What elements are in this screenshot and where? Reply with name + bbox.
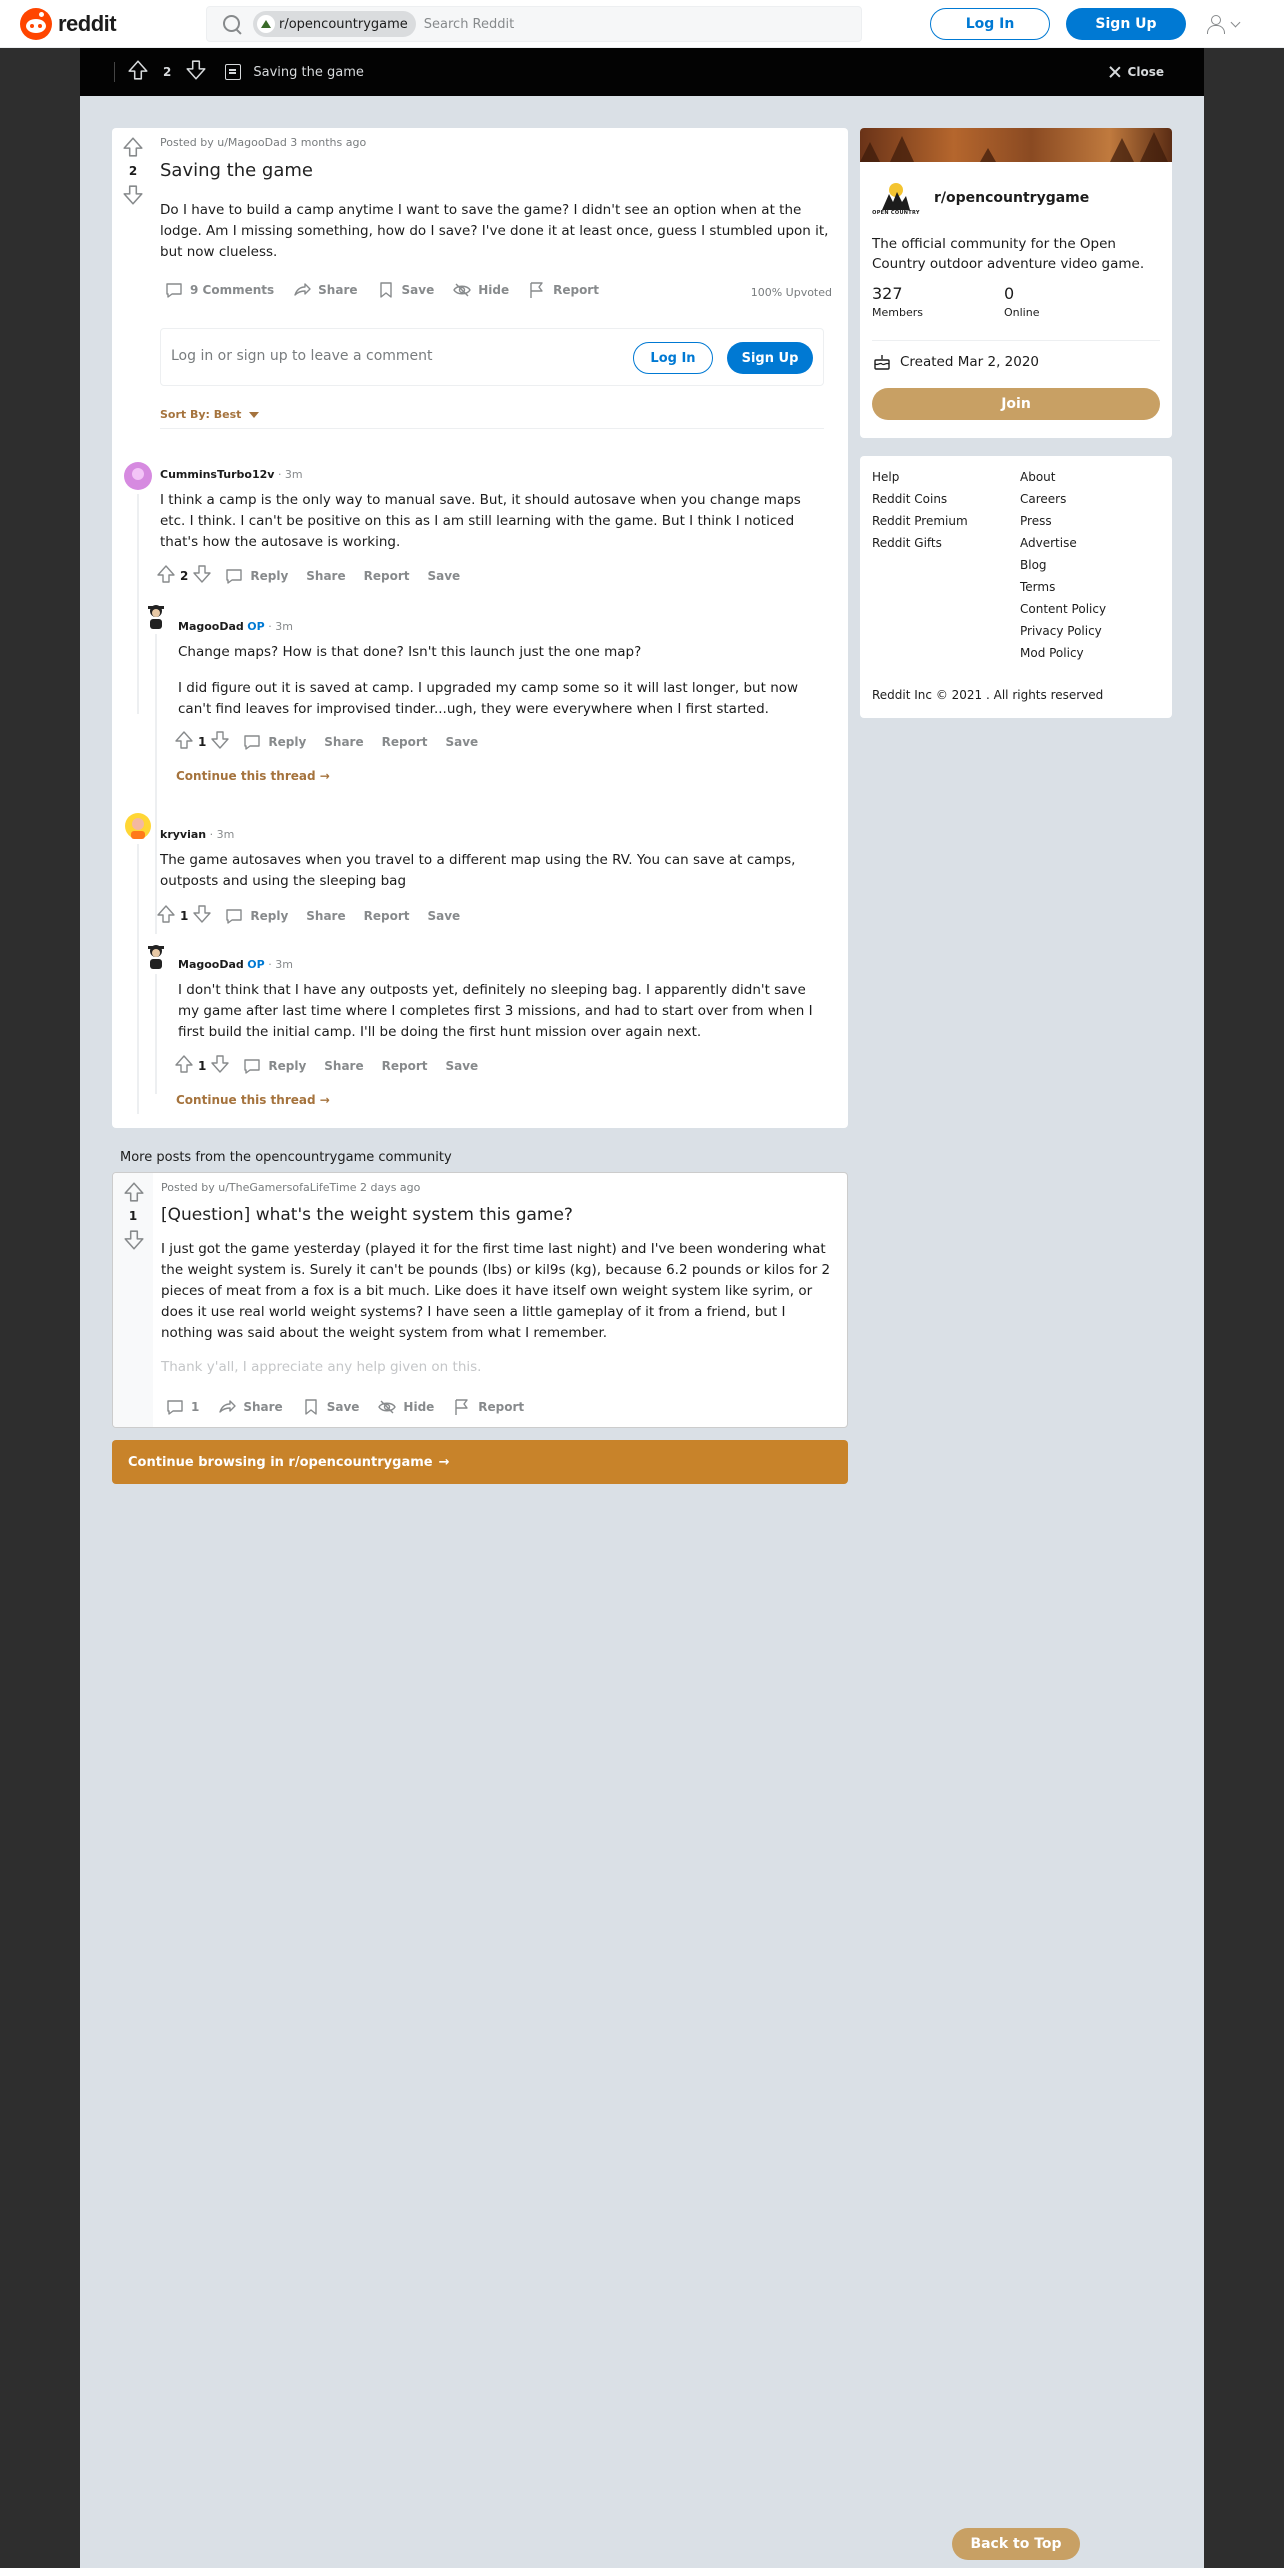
created-row xyxy=(872,352,1039,372)
subreddit-icon xyxy=(257,15,275,33)
bookmark-icon xyxy=(301,1397,321,1417)
post-doc-icon xyxy=(225,64,241,80)
reply-button[interactable]: Reply xyxy=(250,568,289,583)
footer-link-mod-policy[interactable]: Mod Policy xyxy=(1020,646,1084,660)
upvote-icon[interactable] xyxy=(127,59,149,85)
save-button[interactable]: Save xyxy=(445,734,479,749)
community-banner xyxy=(860,128,1172,162)
report-label: Report xyxy=(478,1400,525,1414)
downvote-icon[interactable] xyxy=(192,564,212,587)
comment-header xyxy=(178,958,293,971)
upvote-icon[interactable] xyxy=(123,1181,145,1207)
comment-vote-count: 2 xyxy=(180,568,189,583)
top-header xyxy=(0,0,1284,48)
footer-link-content-policy[interactable]: Content Policy xyxy=(1020,602,1107,616)
related-post-card[interactable] xyxy=(112,1172,848,1428)
subreddit-chip-label: r/opencountrygame xyxy=(279,16,408,32)
comment-body: I think a camp is the only way to manual save. But, it should autosave when you change maps etc. I think. I can't be positive on this as I am still learning with the game. But I think I noticed that's how the autosave is working. xyxy=(160,492,801,550)
community-description: The official community for the Open Country outdoor adventure video game. xyxy=(872,236,1145,272)
footer-link-terms[interactable]: Terms xyxy=(1020,580,1056,594)
comment-time: · 3m xyxy=(277,468,303,481)
hide-label: Hide xyxy=(403,1400,435,1414)
related-post-title[interactable]: [Question] what's the weight system this game? xyxy=(161,1205,573,1225)
close-icon xyxy=(1108,65,1122,79)
cake-icon xyxy=(872,352,892,372)
hide-button[interactable] xyxy=(377,1397,434,1417)
divider xyxy=(872,340,1160,341)
user-menu[interactable] xyxy=(1206,12,1246,36)
share-label: Share xyxy=(243,1400,283,1414)
report-button[interactable] xyxy=(527,280,599,300)
post-vote-count: 2 xyxy=(128,164,138,178)
footer-link-press[interactable]: Press xyxy=(1020,514,1052,528)
post-actions xyxy=(164,280,599,300)
flag-icon xyxy=(452,1397,472,1417)
continue-browsing-button[interactable] xyxy=(112,1440,848,1484)
copyright: Reddit Inc © 2021 . All rights reserved xyxy=(872,688,1104,702)
created-date: Created Mar 2, 2020 xyxy=(900,354,1040,370)
post-bar-title: Saving the game xyxy=(253,64,364,80)
share-button[interactable] xyxy=(217,1397,282,1417)
comment-prompt-text: Log in or sign up to leave a comment xyxy=(171,348,433,364)
back-to-top-button[interactable]: Back to Top xyxy=(952,2528,1080,2560)
footer-link-help[interactable]: Help xyxy=(872,470,900,484)
arrow-right-icon: → xyxy=(438,1454,450,1470)
sort-label: Sort By: Best xyxy=(160,408,242,421)
logo-text: reddit xyxy=(58,11,117,36)
continue-thread-link[interactable]: Continue this thread → xyxy=(176,1093,330,1107)
reddit-snoo-icon xyxy=(20,8,52,40)
save-button[interactable] xyxy=(301,1397,360,1417)
reddit-logo[interactable] xyxy=(20,8,116,40)
search-input[interactable]: Search Reddit xyxy=(423,16,515,32)
comment-icon xyxy=(242,732,262,752)
footer-links-card xyxy=(860,456,1172,718)
community-logo-text: OPEN COUNTRY xyxy=(872,210,920,216)
comment-actions xyxy=(174,1054,496,1077)
report-button[interactable]: Report xyxy=(363,568,410,583)
related-post-votes: 1 xyxy=(128,1209,138,1223)
continue-browsing-label: Continue browsing in r/opencountrygame xyxy=(128,1454,433,1470)
footer-link-privacy-policy[interactable]: Privacy Policy xyxy=(1020,624,1102,638)
comment-author[interactable]: CumminsTurbo12v xyxy=(160,468,275,481)
post-meta: Posted by u/MagooDad 3 months ago xyxy=(160,136,367,149)
comment-prompt-box xyxy=(160,328,824,386)
footer-link-gifts[interactable]: Reddit Gifts xyxy=(872,536,942,550)
comment-vote-count: 1 xyxy=(180,908,189,923)
online-label: Online xyxy=(1004,306,1040,319)
comment-icon xyxy=(165,1397,185,1417)
reply-button[interactable]: Reply xyxy=(250,908,289,923)
search-bar[interactable] xyxy=(206,6,862,42)
comment-body: Change maps? How is that done? Isn't this launch just the one map? xyxy=(178,644,642,660)
downvote-icon[interactable] xyxy=(210,1054,230,1077)
comment-author[interactable]: kryvian xyxy=(160,828,207,841)
thread-line[interactable] xyxy=(137,494,139,714)
members-label: Members xyxy=(872,306,923,319)
user-icon xyxy=(1206,14,1226,34)
report-button[interactable] xyxy=(452,1397,524,1417)
save-button[interactable]: Save xyxy=(445,1058,479,1073)
footer-link-advertise[interactable]: Advertise xyxy=(1020,536,1077,550)
post-body: Do I have to build a camp anytime I want to save the game? I didn't see an option when at the lodge. Am I missing something, how do I save? I've done it at least once, guess I stumbled upon it, but now clueless. xyxy=(160,202,829,260)
comment-icon xyxy=(242,1056,262,1076)
share-button[interactable] xyxy=(292,280,357,300)
comment-actions xyxy=(174,730,496,753)
post-top-bar xyxy=(80,48,1204,96)
more-posts-heading: More posts from the opencountrygame community xyxy=(120,1150,452,1165)
footer-link-careers[interactable]: Careers xyxy=(1020,492,1067,506)
upvote-icon[interactable] xyxy=(174,730,194,753)
comment-time: · 3m xyxy=(209,828,235,841)
community-logo-icon xyxy=(880,180,912,210)
op-badge: OP xyxy=(247,958,265,971)
comment-time: · 3m xyxy=(268,620,293,633)
upvote-icon[interactable] xyxy=(156,564,176,587)
save-button[interactable]: Save xyxy=(427,568,461,583)
comment-body: I did figure out it is saved at camp. I upgraded my camp some so it will last longer, but now can't find leaves for improvised tinder...ugh, they were everywhere when I first started. xyxy=(178,680,799,717)
upvote-icon[interactable] xyxy=(122,136,144,162)
downvote-icon[interactable] xyxy=(185,59,207,85)
comment-time: · 3m xyxy=(268,958,293,971)
continue-thread-link[interactable]: Continue this thread → xyxy=(176,769,330,783)
post-card xyxy=(112,128,848,1128)
flag-icon xyxy=(527,280,547,300)
share-button[interactable]: Share xyxy=(324,1058,364,1073)
header-signup-button[interactable]: Sign Up xyxy=(1066,8,1186,40)
comment-actions xyxy=(156,564,478,587)
upvote-percentage: 100% Upvoted xyxy=(750,286,832,299)
share-button[interactable]: Share xyxy=(306,568,346,583)
downvote-icon[interactable] xyxy=(210,730,230,753)
share-icon xyxy=(292,280,312,300)
comment-body: I don't think that I have any outposts yet, definitely no sleeping bag. I apparently didn't save my game after last time where I completes first 3 missions, and had to start over from when I first build the initial camp. I'll be doing the first hunt mission over again next. xyxy=(178,982,813,1040)
report-label: Report xyxy=(553,283,599,297)
downvote-icon[interactable] xyxy=(123,1229,145,1255)
comments-label: 1 xyxy=(191,1400,200,1414)
hide-icon xyxy=(452,280,472,300)
members-count: 327 xyxy=(872,284,903,303)
related-post-actions xyxy=(165,1397,524,1417)
header-login-button[interactable]: Log In xyxy=(930,8,1050,40)
footer-link-blog[interactable]: Blog xyxy=(1020,558,1047,572)
footer-link-coins[interactable]: Reddit Coins xyxy=(872,492,948,506)
comment-signup-button[interactable]: Sign Up xyxy=(727,342,813,374)
continue-thread-label: Continue this thread xyxy=(176,769,316,783)
comment-icon xyxy=(224,566,244,586)
avatar[interactable] xyxy=(124,462,152,490)
share-button[interactable]: Share xyxy=(306,908,346,923)
comment-icon xyxy=(224,906,244,926)
chevron-down-icon xyxy=(1231,17,1241,27)
hide-icon xyxy=(377,1397,397,1417)
save-label: Save xyxy=(326,1400,360,1414)
downvote-icon[interactable] xyxy=(192,904,212,927)
close-label: Close xyxy=(1127,65,1164,79)
avatar[interactable] xyxy=(142,602,170,630)
avatar[interactable] xyxy=(124,812,152,840)
subreddit-chip[interactable] xyxy=(253,11,416,37)
avatar[interactable] xyxy=(142,942,170,970)
related-post-body-faded: Thank y'all, I appreciate any help given on this. xyxy=(161,1359,482,1375)
save-label: Save xyxy=(401,283,435,297)
upvote-icon[interactable] xyxy=(156,904,176,927)
post-title: Saving the game xyxy=(160,160,313,181)
hide-label: Hide xyxy=(478,283,510,297)
op-badge: OP xyxy=(247,620,265,633)
join-button[interactable]: Join xyxy=(872,388,1160,420)
report-button[interactable]: Report xyxy=(363,908,410,923)
share-label: Share xyxy=(318,283,358,297)
comments-button[interactable] xyxy=(165,1397,199,1417)
reply-button[interactable]: Reply xyxy=(268,734,307,749)
search-icon xyxy=(221,13,243,35)
upvote-icon[interactable] xyxy=(174,1054,194,1077)
comment-author[interactable]: MagooDad xyxy=(178,620,244,633)
comments-label: 9 Comments xyxy=(190,283,275,297)
thread-line[interactable] xyxy=(137,844,139,1114)
post-bar-vote-count: 2 xyxy=(163,65,172,79)
comment-author[interactable]: MagooDad xyxy=(178,958,244,971)
sort-dropdown[interactable] xyxy=(160,408,259,421)
divider xyxy=(114,62,115,82)
comment-icon xyxy=(164,280,184,300)
comment-header xyxy=(178,620,293,633)
thread-line[interactable] xyxy=(155,634,157,934)
online-count: 0 xyxy=(1004,284,1015,303)
hide-button[interactable] xyxy=(452,280,509,300)
comment-body: The game autosaves when you travel to a different map using the RV. You can save at camps, outposts and using the sleeping bag xyxy=(160,852,796,889)
comment-actions xyxy=(156,904,478,927)
comment-login-button[interactable]: Log In xyxy=(633,342,713,374)
comments-button[interactable] xyxy=(164,280,274,300)
footer-link-about[interactable]: About xyxy=(1020,470,1056,484)
share-icon xyxy=(217,1397,237,1417)
reply-button[interactable]: Reply xyxy=(268,1058,307,1073)
community-name[interactable]: r/opencountrygame xyxy=(934,190,1090,206)
report-button[interactable]: Report xyxy=(381,734,428,749)
comment-header xyxy=(160,468,303,481)
bookmark-icon xyxy=(376,280,396,300)
community-card xyxy=(860,128,1172,438)
comment-header xyxy=(160,828,234,841)
related-post-meta: Posted by u/TheGamersofaLifeTime 2 days ago xyxy=(161,1181,421,1194)
close-button[interactable] xyxy=(1108,65,1164,79)
thread-line[interactable] xyxy=(155,974,157,1094)
comment-vote-count: 1 xyxy=(198,734,207,749)
comment-vote-count: 1 xyxy=(198,1058,207,1073)
downvote-icon[interactable] xyxy=(122,184,144,210)
footer-link-premium[interactable]: Reddit Premium xyxy=(872,514,968,528)
community-logo[interactable] xyxy=(872,180,920,224)
report-button[interactable]: Report xyxy=(381,1058,428,1073)
share-button[interactable]: Share xyxy=(324,734,364,749)
save-button[interactable]: Save xyxy=(427,908,461,923)
related-post-body: I just got the game yesterday (played it for the first time last night) and I've been wondering what the weight system is. Surely it can't be pounds (lbs) or kil9s (kg), because 6.2 pounds or kilos for 2 pieces of meat from a fox is a bit much. Like does it have itself own weight system like syrim, or does it use real world weight systems? I have seen a little gameplay of it from a friend, but I nothing was said about the weight system from what I remember. xyxy=(161,1241,831,1341)
continue-thread-label: Continue this thread xyxy=(176,1093,316,1107)
divider xyxy=(160,428,824,429)
caret-down-icon xyxy=(249,412,259,418)
save-button[interactable] xyxy=(376,280,435,300)
